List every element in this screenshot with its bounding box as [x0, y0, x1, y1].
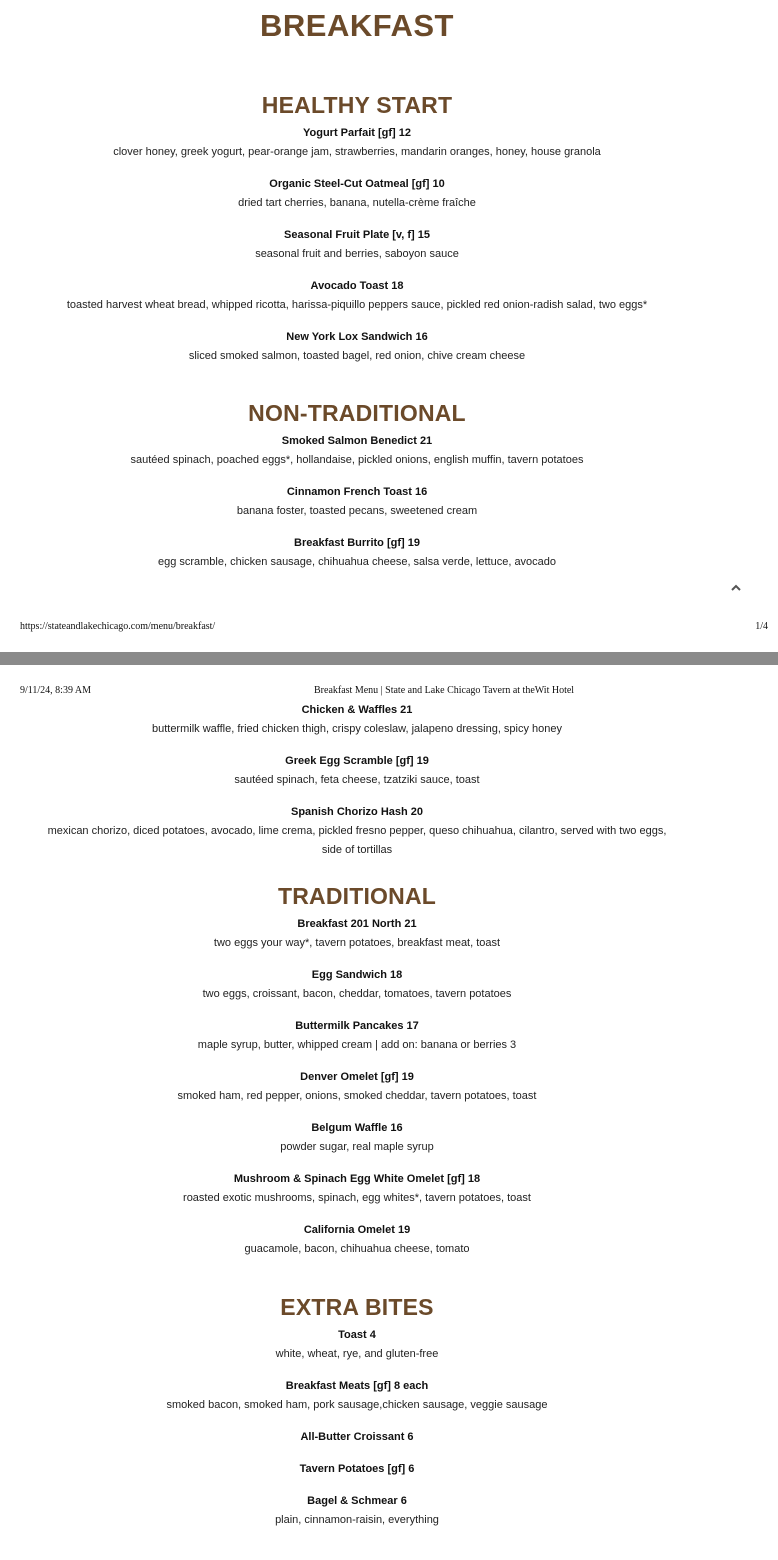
section-continued [0, 701, 714, 873]
menu-item [0, 701, 714, 739]
section-non-traditional [0, 398, 714, 585]
menu-item-description: powder sugar, real maple syrup [280, 1141, 434, 1153]
menu-item-description: smoked ham, red pepper, onions, smoked cheddar, tavern potatoes, toast [177, 1090, 537, 1102]
menu-item-list [0, 915, 714, 1259]
menu-item [0, 752, 714, 790]
menu-item-name: California Omelet 19 [303, 1224, 411, 1236]
menu-item-description: maple syrup, butter, whipped cream | add on: banana or berries 3 [197, 1039, 517, 1051]
menu-item-description: clover honey, greek yogurt, pear-orange jam, strawberries, mandarin oranges, honey, house granola [113, 146, 601, 158]
menu-item-description: sautéed spinach, feta cheese, tzatziki sauce, toast [234, 774, 480, 786]
menu-item-name: Chicken & Waffles 21 [301, 704, 413, 716]
header-title: Breakfast Menu | State and Lake Chicago Tavern at theWit Hotel [314, 685, 575, 696]
menu-item-description: two eggs your way*, tavern potatoes, breakfast meat, toast [213, 937, 501, 949]
menu-item [0, 966, 714, 1004]
menu-item-name: Bagel & Schmear 6 [307, 1495, 407, 1507]
menu-item [0, 277, 714, 315]
menu-item-description: roasted exotic mushrooms, spinach, egg whites*, tavern potatoes, toast [183, 1192, 531, 1204]
menu-item-name: Organic Steel-Cut Oatmeal [gf] 10 [269, 178, 445, 190]
print-page-2 [0, 665, 778, 1560]
menu-item-name: Greek Egg Scramble [gf] 19 [285, 755, 429, 767]
menu-item-description: white, wheat, rye, and gluten-free [275, 1348, 439, 1360]
menu-item [0, 534, 714, 572]
menu-item-description: toasted harvest wheat bread, whipped ricotta, harissa-piquillo peppers sauce, pickled red onion-radish salad, two eggs* [66, 299, 648, 311]
menu-item-name: Toast 4 [338, 1329, 376, 1341]
menu-item [0, 1460, 714, 1479]
menu-item-list [0, 124, 714, 366]
menu-item [0, 432, 714, 470]
menu-item-description: sautéed spinach, poached eggs*, hollandaise, pickled onions, english muffin, tavern potatoes [130, 454, 584, 466]
menu-item-name: Avocado Toast 18 [310, 280, 404, 292]
menu-item-description: seasonal fruit and berries, saboyon sauce [255, 248, 459, 260]
menu-item-description: banana foster, toasted pecans, sweetened cream [236, 505, 478, 517]
menu-item-list [0, 1326, 714, 1530]
menu-item-name: All-Butter Croissant 6 [300, 1431, 414, 1443]
menu-item [0, 1326, 714, 1364]
menu-item-name: Denver Omelet [gf] 19 [300, 1071, 414, 1083]
section-traditional [0, 881, 714, 1272]
menu-item [0, 1492, 714, 1530]
menu-item-name: Yogurt Parfait [gf] 12 [303, 127, 411, 139]
menu-item [0, 124, 714, 162]
menu-item-description: sliced smoked salmon, toasted bagel, red onion, chive cream cheese [188, 350, 526, 362]
menu-item-description: smoked bacon, smoked ham, pork sausage,chicken sausage, veggie sausage [166, 1399, 548, 1411]
menu-title: BREAKFAST [260, 8, 454, 43]
menu-item [0, 915, 714, 953]
menu-item-name: Spanish Chorizo Hash 20 [290, 806, 424, 818]
menu-item-name: Buttermilk Pancakes 17 [295, 1020, 419, 1032]
menu-item [0, 328, 714, 366]
footer-url: https://stateandlakechicago.com/menu/breakfast/ [20, 621, 216, 632]
menu-item [0, 1068, 714, 1106]
menu-item-description: plain, cinnamon-raisin, everything [275, 1514, 439, 1526]
section-healthy-start [0, 90, 714, 379]
menu-item-description: two eggs, croissant, bacon, cheddar, tomatoes, tavern potatoes [202, 988, 512, 1000]
menu-item-name: Smoked Salmon Benedict 21 [281, 435, 433, 447]
menu-item [0, 226, 714, 264]
menu-item-name: Seasonal Fruit Plate [v, f] 15 [284, 229, 430, 241]
section-title: HEALTHY START [261, 92, 453, 118]
menu-item-description: mexican chorizo, diced potatoes, avocado, lime crema, pickled fresno pepper, queso chihuahua, cilantro, served with two eggs, side of tortillas [47, 825, 667, 856]
menu-item-name: Mushroom & Spinach Egg White Omelet [gf] 18 [233, 1173, 481, 1185]
menu-item [0, 803, 714, 860]
menu-item-name: Egg Sandwich 18 [311, 969, 403, 981]
menu-item [0, 1119, 714, 1157]
menu-item [0, 1428, 714, 1447]
menu-item-name: Belgum Waffle 16 [311, 1122, 403, 1134]
page-divider [0, 652, 778, 665]
menu-item-list [0, 432, 714, 572]
menu-item [0, 1377, 714, 1415]
section-title: TRADITIONAL [277, 883, 437, 909]
print-page-1 [0, 0, 778, 652]
menu-item [0, 1221, 714, 1259]
menu-item-list [0, 701, 714, 860]
menu-item [0, 175, 714, 213]
menu-item-name: Tavern Potatoes [gf] 6 [299, 1463, 415, 1475]
chevron-up-icon[interactable] [728, 580, 744, 596]
menu-item [0, 1170, 714, 1208]
menu-item-description: guacamole, bacon, chihuahua cheese, tomato [244, 1243, 470, 1255]
section-extra-bites [0, 1292, 714, 1543]
menu-item-description: buttermilk waffle, fried chicken thigh, crispy coleslaw, jalapeno dressing, spicy honey [151, 723, 563, 735]
footer-page-number: 1/4 [755, 621, 768, 632]
section-title: EXTRA BITES [280, 1294, 434, 1320]
menu-item-name: Cinnamon French Toast 16 [286, 486, 428, 498]
menu-item-name: New York Lox Sandwich 16 [286, 331, 428, 343]
menu-item-description: egg scramble, chicken sausage, chihuahua cheese, salsa verde, lettuce, avocado [157, 556, 557, 568]
header-date: 9/11/24, 8:39 AM [20, 685, 92, 696]
menu-item-description: dried tart cherries, banana, nutella-crème fraîche [238, 197, 476, 209]
menu-item-name: Breakfast Burrito [gf] 19 [294, 537, 420, 549]
menu-item-name: Breakfast 201 North 21 [297, 918, 417, 930]
menu-item [0, 483, 714, 521]
section-title: NON-TRADITIONAL [248, 400, 466, 426]
menu-item [0, 1017, 714, 1055]
menu-item-name: Breakfast Meats [gf] 8 each [285, 1380, 429, 1392]
